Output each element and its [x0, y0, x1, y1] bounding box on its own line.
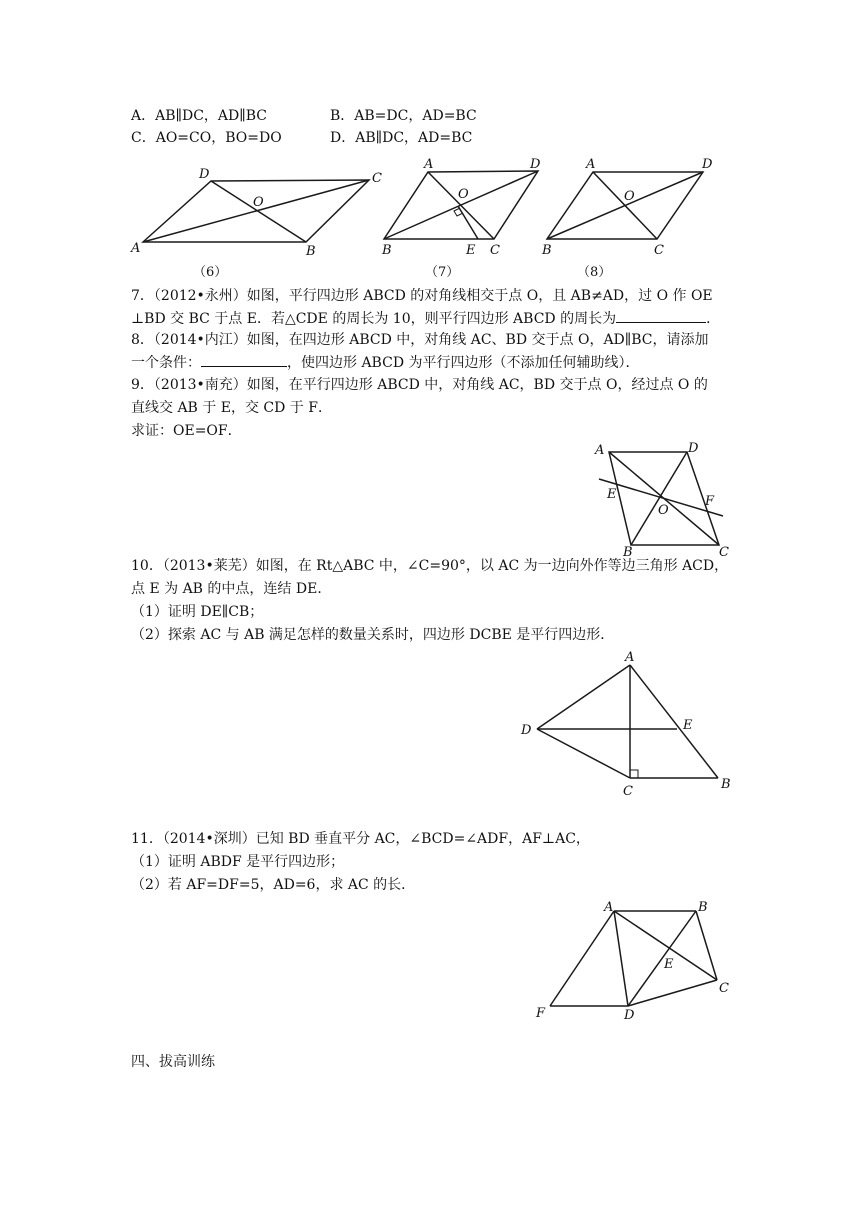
label-b: B	[721, 777, 731, 792]
label-a: A	[595, 443, 605, 458]
segment-fa	[550, 911, 614, 1006]
q8-line-1: 8．（2014•内江）如图，在四边形 ABCD 中，对角线 AC、BD 交于点 O，AD∥BC，请添加	[131, 332, 709, 348]
q7-answer-blank	[616, 308, 706, 323]
figure-6	[125, 160, 390, 259]
q7-line-1: 7．（2012•永州）如图，平行四边形 ABCD 的对角线相交于点 O，且 AB≠AD，过 O 作 OE	[131, 288, 713, 304]
q8-answer-blank	[201, 352, 287, 367]
segment-ad	[614, 911, 628, 1006]
q11-line-1: 11．（2014•深圳）已知 BD 垂直平分 AC，∠BCD=∠ADF，AF⊥AC，	[131, 831, 590, 847]
q9-line-1: 9．（2013•南充）如图，在平行四边形 ABCD 中，对角线 AC，BD 交于点 O，经过点 O 的	[131, 377, 708, 393]
q10-line-1: 10．（2013•莱芜）如图，在 Rt△ABC 中，∠C=90°，以 AC 为一边向外作等边三角形 ACD，	[131, 558, 729, 574]
diagonal-bd	[211, 181, 306, 242]
label-b: B	[542, 243, 552, 258]
q10-line-4: （2）探索 AC 与 AB 满足怎样的数量关系时，四边形 DCBE 是平行四边形．	[131, 627, 615, 643]
option-d: D．AB∥DC，AD=BC	[330, 130, 473, 146]
figure-9	[585, 432, 735, 562]
segment-cd	[628, 980, 717, 1006]
option-c: C．AO=CO，BO=DO	[131, 130, 282, 146]
label-b: B	[698, 900, 708, 915]
label-d: D	[702, 157, 713, 172]
q8-line-2	[131, 352, 640, 373]
option-b: B．AB=DC，AD=BC	[330, 108, 477, 124]
figure-10	[515, 645, 740, 800]
diagonal-bd	[631, 452, 687, 545]
segment-bc	[696, 911, 717, 980]
label-c: C	[719, 981, 729, 996]
figure-7-caption: （7）	[425, 265, 460, 280]
segment-ab	[630, 665, 718, 778]
label-f: F	[536, 1006, 546, 1021]
label-d: D	[530, 157, 541, 172]
q7-line-2	[131, 308, 720, 329]
figure-8	[538, 150, 718, 260]
segment-ad	[537, 665, 630, 729]
label-a: A	[586, 157, 596, 172]
label-c: C	[372, 171, 382, 186]
q9-line-2: 直线交 AB 于 E，交 CD 于 F．	[131, 400, 332, 416]
option-a: A．AB∥DC，AD∥BC	[131, 108, 267, 124]
label-b: B	[623, 545, 633, 560]
label-c: C	[654, 243, 664, 258]
section-heading: 四、拔高训练	[131, 1054, 215, 1070]
label-o: O	[658, 503, 669, 518]
q9-line-3: 求证：OE=OF．	[131, 423, 242, 439]
label-d: D	[521, 723, 532, 738]
label-d: D	[688, 441, 699, 456]
figure-11	[530, 895, 740, 1025]
label-e: E	[683, 718, 693, 733]
label-b: B	[382, 243, 392, 258]
label-e: E	[607, 487, 617, 502]
q11-line-2: （1）证明 ABDF 是平行四边形；	[131, 854, 345, 870]
label-e: E	[664, 957, 674, 972]
label-o: O	[253, 195, 264, 210]
label-a: A	[424, 157, 434, 172]
q10-line-2: 点 E 为 AB 的中点，连结 DE．	[131, 581, 332, 597]
q10-line-3: （1）证明 DE∥CB；	[131, 604, 264, 620]
figure-8-caption: （8）	[577, 265, 612, 280]
q7-line-2-end: ．	[706, 311, 721, 327]
q8-line-2-end: ，使四边形 ABCD 为平行四边形（不添加任何辅助线）．	[287, 355, 640, 371]
label-o: O	[458, 187, 469, 202]
label-e: E	[466, 243, 476, 258]
label-b: B	[306, 244, 316, 259]
label-c: C	[623, 784, 633, 799]
figure-6-caption: （6）	[193, 265, 228, 280]
figure-7	[378, 150, 548, 260]
label-d: D	[199, 167, 210, 182]
right-angle-mark	[630, 770, 638, 778]
q11-line-3: （2）若 AF=DF=5，AD=6，求 AC 的长．	[131, 877, 416, 893]
label-d: D	[624, 1008, 635, 1023]
q8-line-2-text: 一个条件：	[131, 355, 201, 371]
label-f: F	[705, 494, 715, 509]
label-o: O	[624, 189, 635, 204]
label-a: A	[604, 900, 614, 915]
q7-line-2-text: ⊥BD 交 BC 于点 E．若△CDE 的周长为 10，则平行四边形 ABCD 的周长为	[131, 311, 617, 327]
segment-oe	[458, 206, 478, 239]
label-c: C	[719, 545, 729, 560]
segment-dc	[537, 729, 630, 778]
label-c: C	[490, 243, 500, 258]
label-a: A	[625, 650, 635, 665]
label-a: A	[131, 241, 141, 256]
